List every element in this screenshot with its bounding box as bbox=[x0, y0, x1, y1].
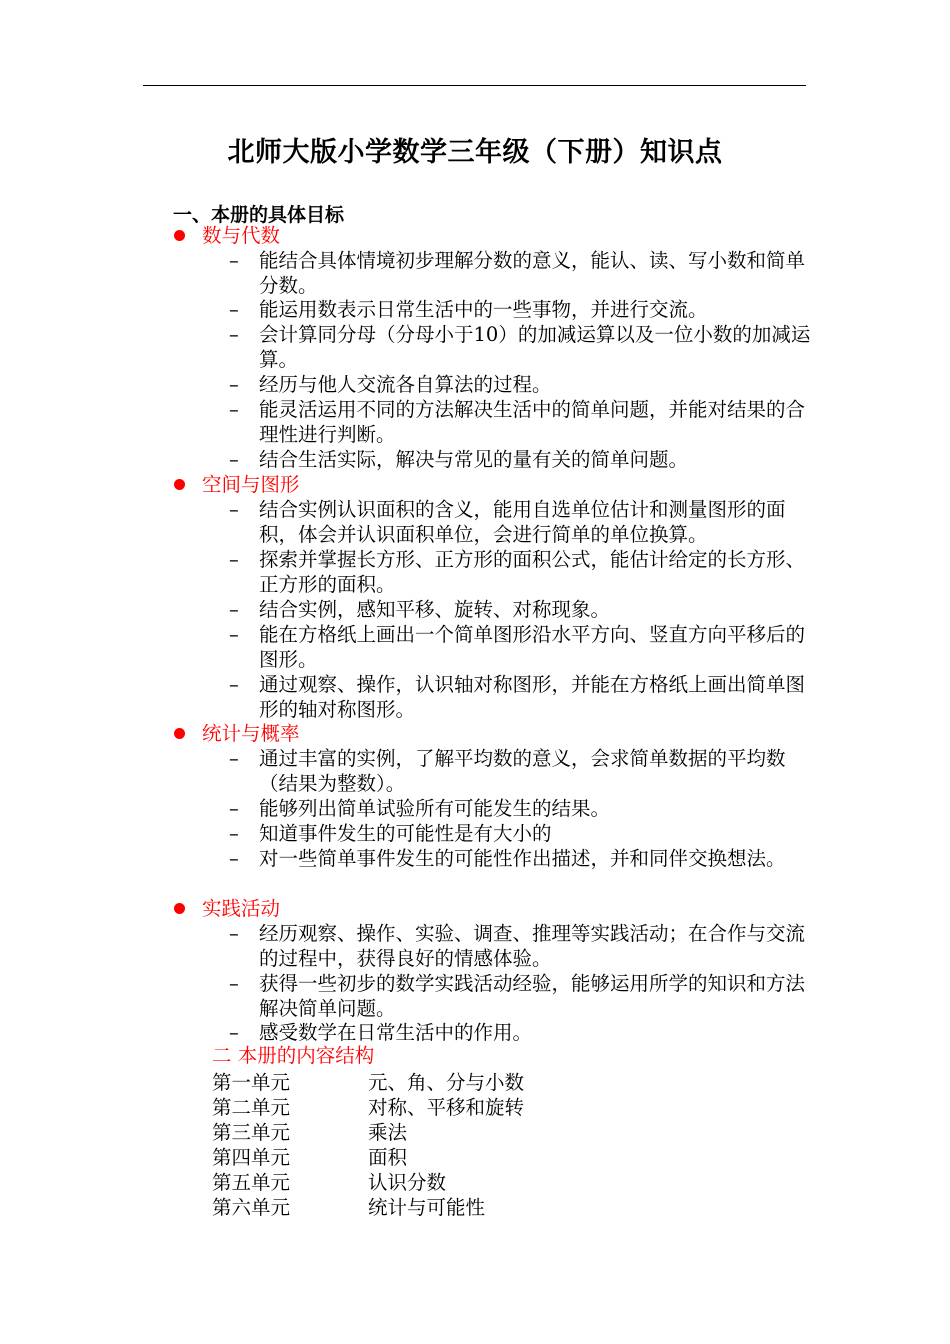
unit-topic: 对称、平移和旋转 bbox=[368, 1096, 525, 1119]
dash-icon: – bbox=[229, 673, 239, 696]
item-text: 结合生活实际，解决与常见的量有关的简单问题。 bbox=[259, 448, 689, 471]
unit-topic: 认识分数 bbox=[368, 1171, 447, 1194]
item-text: 对一些简单事件发生的可能性作出描述，并和同伴交换想法。 bbox=[259, 847, 786, 870]
item-text: 通过观察、操作，认识轴对称图形，并能在方格纸上画出简单图形的轴对称图形。 bbox=[259, 673, 806, 721]
item-text: 能结合具体情境初步理解分数的意义，能认、读、写小数和简单分数。 bbox=[259, 249, 806, 297]
item-text: 经历与他人交流各自算法的过程。 bbox=[259, 373, 552, 396]
item-text: 能够列出简单试验所有可能发生的结果。 bbox=[259, 797, 611, 820]
dash-icon: – bbox=[229, 249, 239, 272]
bullet-icon bbox=[174, 479, 185, 490]
unit-name: 第四单元 bbox=[212, 1146, 291, 1169]
section-heading-objectives: 一、本册的具体目标 bbox=[173, 204, 345, 226]
item-text: 能运用数表示日常生活中的一些事物，并进行交流。 bbox=[259, 298, 708, 321]
unit-name: 第五单元 bbox=[212, 1171, 291, 1194]
dash-icon: – bbox=[229, 323, 239, 346]
dash-icon: – bbox=[229, 548, 239, 571]
page-title: 北师大版小学数学三年级（下册）知识点 bbox=[227, 137, 723, 168]
unit-topic: 统计与可能性 bbox=[368, 1196, 486, 1219]
dash-icon: – bbox=[229, 822, 239, 845]
dash-icon: – bbox=[229, 747, 239, 770]
item-text: 感受数学在日常生活中的作用。 bbox=[259, 1021, 533, 1044]
item-text: 获得一些初步的数学实践活动经验，能够运用所学的知识和方法解决简单问题。 bbox=[259, 972, 806, 1020]
item-text: 结合实例，感知平移、旋转、对称现象。 bbox=[259, 598, 611, 621]
dash-icon: – bbox=[229, 448, 239, 471]
category-label: 统计与概率 bbox=[202, 722, 300, 745]
unit-topic: 元、角、分与小数 bbox=[368, 1071, 525, 1094]
dash-icon: – bbox=[229, 598, 239, 621]
item-text: 经历观察、操作、实验、调查、推理等实践活动；在合作与交流的过程中，获得良好的情感体验。 bbox=[259, 922, 806, 970]
bullet-icon bbox=[174, 728, 185, 739]
category-label: 实践活动 bbox=[202, 897, 281, 920]
unit-name: 第二单元 bbox=[212, 1096, 291, 1119]
item-text: 探索并掌握长方形、正方形的面积公式，能估计给定的长方形、正方形的面积。 bbox=[259, 548, 806, 596]
item-text: 结合实例认识面积的含义，能用自选单位估计和测量图形的面积，体会并认识面积单位，会进行简单的单位换算。 bbox=[259, 498, 786, 546]
unit-topic: 乘法 bbox=[368, 1121, 408, 1144]
dash-icon: – bbox=[229, 847, 239, 870]
item-text: 能在方格纸上画出一个简单图形沿水平方向、竖直方向平移后的图形。 bbox=[259, 623, 806, 671]
item-text: 能灵活运用不同的方法解决生活中的简单问题，并能对结果的合理性进行判断。 bbox=[259, 398, 806, 446]
unit-name: 第一单元 bbox=[212, 1071, 291, 1094]
dash-icon: – bbox=[229, 623, 239, 646]
category-label: 空间与图形 bbox=[202, 473, 300, 496]
item-text: 知道事件发生的可能性是有大小的 bbox=[259, 822, 552, 845]
unit-name: 第三单元 bbox=[212, 1121, 291, 1144]
item-text: 会计算同分母（分母小于10）的加减运算以及一位小数的加减运算。 bbox=[259, 323, 811, 371]
header-rule bbox=[143, 85, 806, 86]
dash-icon: – bbox=[229, 922, 239, 945]
bullet-icon bbox=[174, 230, 185, 241]
dash-icon: – bbox=[229, 972, 239, 995]
dash-icon: – bbox=[229, 373, 239, 396]
category-label: 数与代数 bbox=[202, 224, 281, 247]
dash-icon: – bbox=[229, 398, 239, 421]
dash-icon: – bbox=[229, 298, 239, 321]
item-text: 通过丰富的实例，了解平均数的意义，会求简单数据的平均数（结果为整数）。 bbox=[259, 747, 786, 795]
unit-topic: 面积 bbox=[368, 1146, 408, 1169]
dash-icon: – bbox=[229, 797, 239, 820]
bullet-icon bbox=[174, 903, 185, 914]
dash-icon: – bbox=[229, 498, 239, 521]
unit-name: 第六单元 bbox=[212, 1196, 291, 1219]
section-heading-structure: 二 本册的内容结构 bbox=[212, 1044, 375, 1067]
dash-icon: – bbox=[229, 1021, 239, 1044]
